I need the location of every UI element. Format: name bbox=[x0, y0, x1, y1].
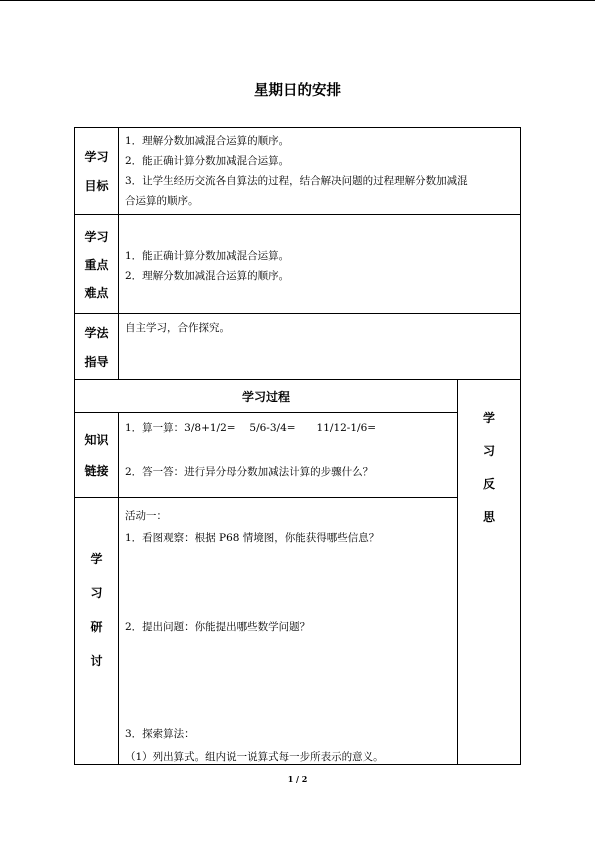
method-label: 学法 指导 bbox=[74, 313, 119, 380]
key-label: 学习 重点 难点 bbox=[74, 214, 119, 314]
page-title: 星期日的安排 bbox=[254, 83, 341, 99]
reflection-char: 习 bbox=[482, 444, 495, 458]
knowledge-label: 知识 链接 bbox=[74, 412, 119, 498]
goal-item: 2．能正确计算分数加减混合运算。 bbox=[125, 155, 290, 167]
study-content bbox=[118, 497, 458, 765]
process-header: 学习过程 bbox=[74, 379, 458, 413]
goals-content bbox=[118, 127, 521, 215]
reflection-char: 反 bbox=[482, 477, 495, 491]
study-label: 学 习 研 讨 bbox=[74, 497, 119, 765]
study-question: 2．提出问题：你能提出哪些数学问题？ bbox=[125, 621, 311, 633]
method-content bbox=[118, 313, 521, 380]
reflection-char: 学 bbox=[482, 411, 495, 425]
knowledge-calc: 1．算一算：3/8+1/2= 5/6-3/4= 11/12-1/6= bbox=[125, 422, 377, 434]
activity-heading: 活动一： bbox=[125, 510, 167, 522]
top-rule bbox=[0, 0, 595, 1]
page-number: 1 / 2 bbox=[287, 774, 308, 784]
key-content bbox=[118, 214, 521, 314]
reflection-char: 思 bbox=[482, 510, 495, 524]
study-question: 1．看图观察：根据 P68 情境图，你能获得哪些信息？ bbox=[125, 532, 380, 544]
key-item: 1．能正确计算分数加减混合运算。 bbox=[125, 250, 290, 262]
method-text: 自主学习，合作探究。 bbox=[125, 322, 230, 334]
study-subquestion: （1）列出算式。组内说一说算式每一步所表示的意义。 bbox=[125, 751, 384, 763]
goal-item: 1．理解分数加减混合运算的顺序。 bbox=[125, 135, 290, 147]
goal-item: 3．让学生经历交流各自算法的过程，结合解决问题的过程理解分数加减混 bbox=[125, 175, 468, 187]
goal-item: 合运算的顺序。 bbox=[125, 195, 199, 207]
key-item: 2．理解分数加减混合运算的顺序。 bbox=[125, 270, 290, 282]
knowledge-content bbox=[118, 412, 458, 498]
knowledge-question: 2．答一答：进行异分母分数加减法计算的步骤什么？ bbox=[125, 466, 374, 478]
reflection-column bbox=[457, 379, 521, 765]
study-question: 3．探索算法： bbox=[125, 728, 195, 740]
goals-label: 学习 目标 bbox=[74, 127, 119, 215]
